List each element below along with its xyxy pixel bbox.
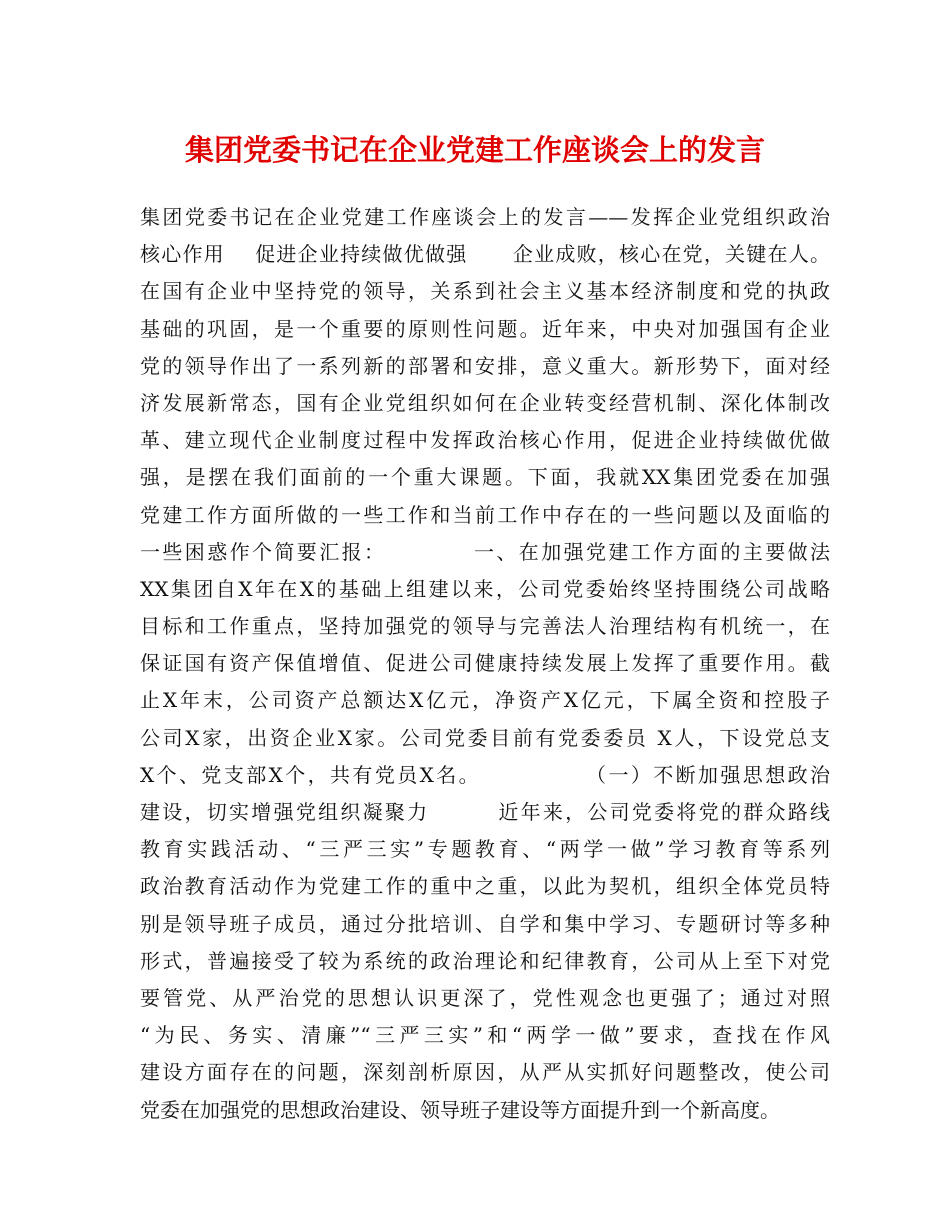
body-line: 形式，普遍接受了较为系统的政治理论和纪律教育，公司从上至下对党 xyxy=(140,948,830,973)
body-line: 建设方面存在的问题，深刻剖析原因，从严从实抓好问题整改，使公司 xyxy=(140,1060,830,1085)
body-line: 党建工作方面所做的一些工作和当前工作中存在的一些问题以及面临的 xyxy=(140,502,830,527)
body-line: 强，是摆在我们面前的一个重大课题。下面，我就XX集团党委在加强 xyxy=(140,465,830,490)
body-line: XX集团自X年在X的基础上组建以来，公司党委始终坚持围绕公司战略 xyxy=(140,576,830,601)
body-line: X个、党支部X个，共有党员X名。 （一）不断加强思想政治 xyxy=(140,762,830,787)
body-line: 在国有企业中坚持党的领导，关系到社会主义基本经济制度和党的执政 xyxy=(140,279,830,304)
body-line: 教育实践活动、“三严三实”专题教育、“两学一做”学习教育等系列 xyxy=(140,837,830,862)
body-line: 要管党、从严治党的思想认识更深了，党性观念也更强了；通过对照 xyxy=(140,985,830,1010)
body-line: 保证国有资产保值增值、促进公司健康持续发展上发挥了重要作用。截 xyxy=(140,651,830,676)
body-line: 别是领导班子成员，通过分批培训、自学和集中学习、专题研讨等多种 xyxy=(140,911,830,936)
document-title: 集团党委书记在企业党建工作座谈会上的发言 xyxy=(184,133,765,167)
body-line: 集团党委书记在企业党建工作座谈会上的发言——发挥企业党组织政治 xyxy=(140,205,830,229)
body-line: 建设，切实增强党组织凝聚力 近年来，公司党委将党的群众路线 xyxy=(140,800,830,824)
body-line: 核心作用 促进企业持续做优做强 企业成败，核心在党，关键在人。 xyxy=(140,242,830,267)
body-line: 一些困惑作个简要汇报： 一、在加强党建工作方面的主要做法 xyxy=(140,539,830,564)
body-line: “为民、务实、清廉”“三严三实”和“两学一做”要求，查找在作风 xyxy=(140,1023,830,1048)
document-body xyxy=(140,199,830,1129)
body-line: 党的领导作出了一系列新的部署和安排，意义重大。新形势下，面对经 xyxy=(140,353,830,378)
body-line: 党委在加强党的思想政治建设、领导班子建设等方面提升到一个新高度。 xyxy=(140,1097,780,1122)
body-line: 基础的巩固，是一个重要的原则性问题。近年来，中央对加强国有企业 xyxy=(140,316,830,341)
body-line: 政治教育活动作为党建工作的重中之重，以此为契机，组织全体党员特 xyxy=(140,874,830,899)
body-line: 济发展新常态，国有企业党组织如何在企业转变经营机制、深化体制改 xyxy=(140,390,830,415)
body-line: 目标和工作重点，坚持加强党的领导与完善法人治理结构有机统一，在 xyxy=(140,614,830,639)
body-line: 公司X家，出资企业X家。公司党委目前有党委委员 X人，下设党总支 xyxy=(140,725,830,750)
body-line: 革、建立现代企业制度过程中发挥政治核心作用，促进企业持续做优做 xyxy=(140,428,830,453)
body-line: 止X年末，公司资产总额达X亿元，净资产X亿元，下属全资和控股子 xyxy=(140,688,830,713)
